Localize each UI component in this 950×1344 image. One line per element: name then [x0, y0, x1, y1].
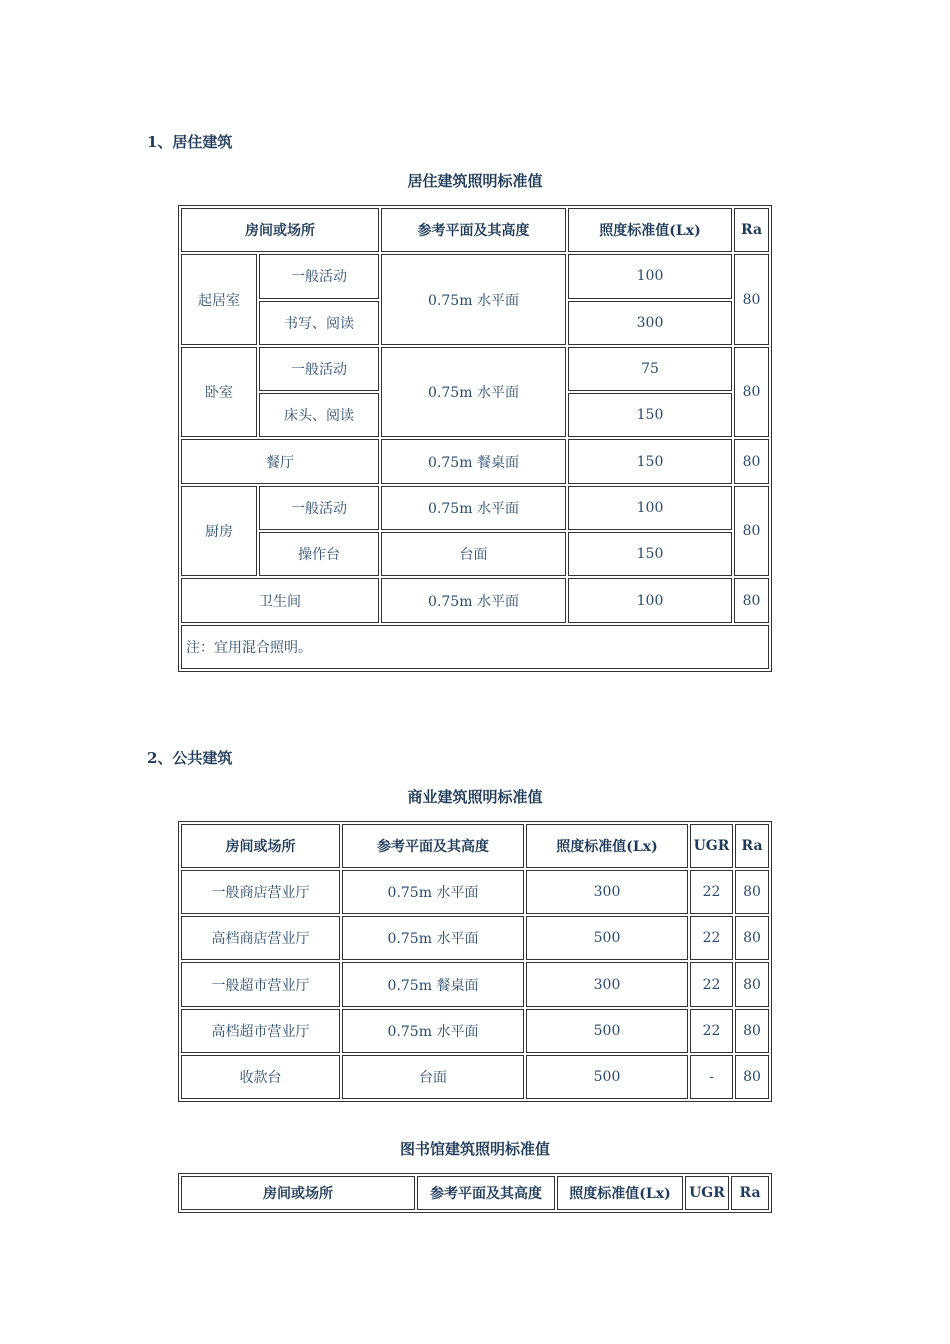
lux-value: 150: [568, 439, 732, 483]
table-row: [181, 962, 769, 1006]
reference-plane: 0.75m 餐桌面: [381, 439, 566, 483]
ra-value: 80: [734, 439, 769, 483]
sub-activity: 一般活动: [259, 347, 379, 391]
ugr-value: -: [690, 1055, 733, 1099]
ra-value: 80: [734, 486, 769, 577]
sub-activity: 一般活动: [259, 486, 379, 530]
ra-value: 80: [735, 962, 769, 1006]
room-name: 一般超市营业厅: [181, 962, 340, 1006]
table-caption-commercial: 商业建筑照明标准值: [407, 788, 543, 806]
header-lux: 照度标准值(Lx): [557, 1176, 683, 1210]
room-name: 收款台: [181, 1055, 340, 1099]
header-room: 房间或场所: [181, 824, 340, 868]
room-name: 餐厅: [181, 439, 379, 483]
lux-value: 500: [526, 1055, 688, 1099]
table-header-row: [181, 208, 769, 252]
lux-value: 150: [568, 532, 732, 576]
header-room: 房间或场所: [181, 208, 379, 252]
table-header-row: [181, 824, 769, 868]
table-row: [181, 578, 769, 622]
table-caption-residential: 居住建筑照明标准值: [407, 172, 543, 190]
reference-plane: 0.75m 水平面: [381, 347, 566, 438]
ra-value: 80: [734, 347, 769, 438]
lux-value: 300: [568, 301, 732, 345]
reference-plane: 0.75m 水平面: [342, 870, 524, 914]
table-note-row: [181, 625, 769, 669]
table-row: [181, 916, 769, 960]
header-lux: 照度标准值(Lx): [568, 208, 732, 252]
table-header-row: [181, 1176, 769, 1210]
table-row: [181, 439, 769, 483]
ra-value: 80: [735, 870, 769, 914]
room-name: 高档超市营业厅: [181, 1009, 340, 1053]
sub-activity: 一般活动: [259, 254, 379, 298]
ugr-value: 22: [690, 1009, 733, 1053]
table-row: [181, 486, 769, 530]
commercial-lighting-table: [178, 821, 772, 1102]
room-name: 起居室: [181, 254, 257, 345]
ra-value: 80: [735, 1055, 769, 1099]
ra-value: 80: [735, 1009, 769, 1053]
reference-plane: 台面: [381, 532, 566, 576]
ugr-value: 22: [690, 962, 733, 1006]
ra-value: 80: [735, 916, 769, 960]
library-lighting-table: [178, 1173, 772, 1213]
ugr-value: 22: [690, 870, 733, 914]
ra-value: 80: [734, 578, 769, 622]
header-plane: 参考平面及其高度: [381, 208, 566, 252]
room-name: 一般商店营业厅: [181, 870, 340, 914]
header-plane: 参考平面及其高度: [342, 824, 524, 868]
lux-value: 100: [568, 486, 732, 530]
reference-plane: 台面: [342, 1055, 524, 1099]
ra-value: 80: [734, 254, 769, 345]
header-lux: 照度标准值(Lx): [526, 824, 688, 868]
table-row: [181, 347, 769, 391]
table-caption-library: 图书馆建筑照明标准值: [399, 1140, 550, 1158]
reference-plane: 0.75m 水平面: [381, 254, 566, 345]
reference-plane: 0.75m 水平面: [381, 578, 566, 622]
header-ra: Ra: [731, 1176, 769, 1210]
header-room: 房间或场所: [181, 1176, 415, 1210]
lux-value: 300: [526, 962, 688, 1006]
reference-plane: 0.75m 水平面: [381, 486, 566, 530]
section-heading-public: 2、公共建筑: [147, 749, 233, 767]
section-heading-residential: 1、居住建筑: [147, 133, 233, 151]
sub-activity: 书写、阅读: [259, 301, 379, 345]
table-note: 注：宜用混合照明。: [181, 625, 769, 669]
header-ra: Ra: [734, 208, 769, 252]
reference-plane: 0.75m 水平面: [342, 1009, 524, 1053]
lux-value: 100: [568, 578, 732, 622]
room-name: 高档商店营业厅: [181, 916, 340, 960]
sub-activity: 操作台: [259, 532, 379, 576]
table-row: [181, 1055, 769, 1099]
table-row: [181, 254, 769, 298]
table-row: [181, 1009, 769, 1053]
room-name: 卧室: [181, 347, 257, 438]
sub-activity: 床头、阅读: [259, 393, 379, 437]
table-row: [181, 532, 769, 576]
lux-value: 75: [568, 347, 732, 391]
lux-value: 500: [526, 916, 688, 960]
room-name: 厨房: [181, 486, 257, 577]
header-ugr: UGR: [685, 1176, 729, 1210]
ugr-value: 22: [690, 916, 733, 960]
lux-value: 300: [526, 870, 688, 914]
reference-plane: 0.75m 水平面: [342, 916, 524, 960]
header-ra: Ra: [735, 824, 769, 868]
residential-lighting-table: [178, 205, 772, 672]
lux-value: 150: [568, 393, 732, 437]
table-row: [181, 870, 769, 914]
header-ugr: UGR: [690, 824, 733, 868]
room-name: 卫生间: [181, 578, 379, 622]
reference-plane: 0.75m 餐桌面: [342, 962, 524, 1006]
lux-value: 500: [526, 1009, 688, 1053]
lux-value: 100: [568, 254, 732, 298]
header-plane: 参考平面及其高度: [417, 1176, 555, 1210]
